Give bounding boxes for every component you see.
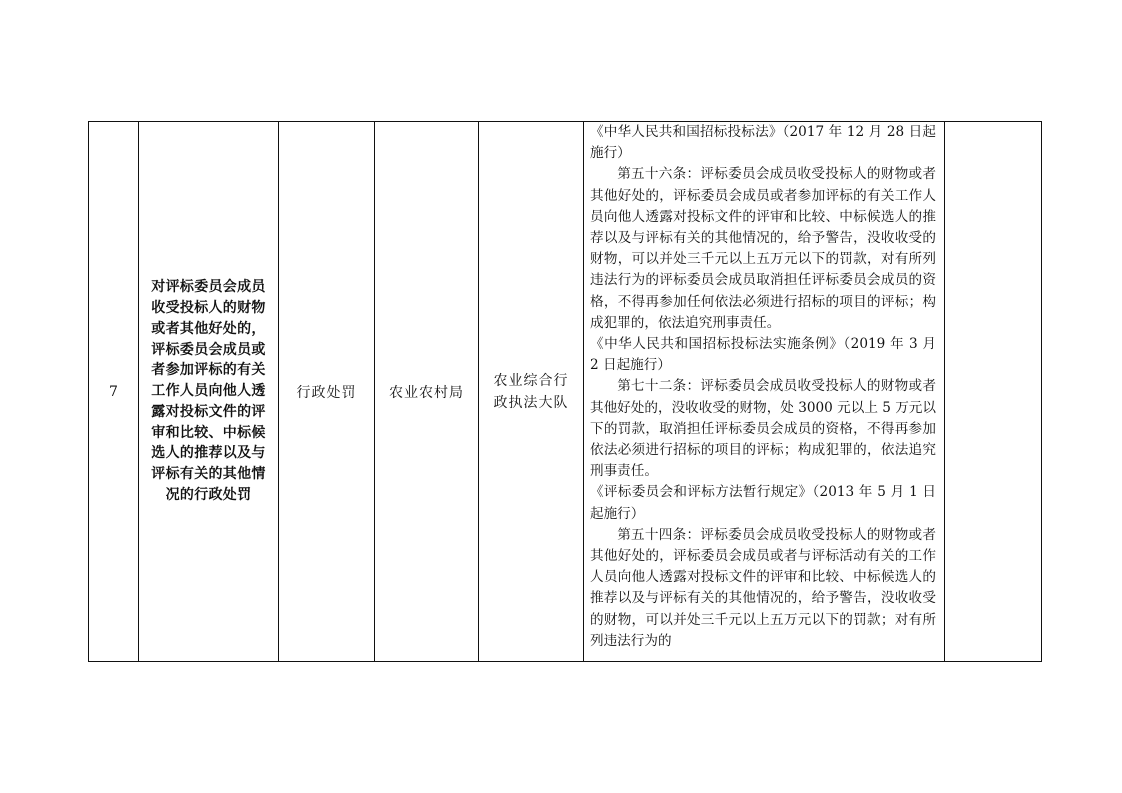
- category: 行政处罚: [279, 122, 375, 662]
- enforcement-unit: 农业综合行政执法大队: [493, 372, 569, 411]
- row-number: 7: [89, 122, 139, 662]
- item-name: 对评标委员会成员收受投标人的财物或者其他好处的，评标委员会成员或者参加评标的有关工作人员向他人透露对投标文件的评审和比较、中标候选人的推荐以及与评标有关的其他情况的行政处罚: [151, 279, 266, 504]
- legal-source: 《中华人民共和国招标投标法》（2017 年 12 月 28 日起施行）: [590, 124, 936, 162]
- legal-basis: [584, 122, 944, 652]
- department: 农业农村局: [375, 122, 479, 662]
- legal-source: 《评标委员会和评标方法暂行规定》（2013 年 5 月 1 日起施行）: [590, 484, 936, 522]
- legal-basis-cell: [584, 122, 945, 662]
- legal-article: 第五十四条：评标委员会成员收受投标人的财物或者其他好处的，评标委员会成员或者与评标活动有关的工作人员向他人透露对投标文件的评审和比较、中标候选人的推荐以及与评标有关的其他情况的，给予警告，没收收受的财物，可以并处三千元以上五万元以下的罚款；对有所列违法行为的: [590, 526, 936, 649]
- remark: [945, 122, 1042, 662]
- penalty-table: [88, 121, 1042, 662]
- table-row: [89, 122, 1042, 662]
- enforcement-unit-cell: [479, 122, 584, 662]
- legal-source: 《中华人民共和国招标投标法实施条例》（2019 年 3 月 2 日起施行）: [590, 336, 936, 374]
- legal-article: 第七十二条：评标委员会成员收受投标人的财物或者其他好处的，没收收受的财物，处 3000 元以上 5 万元以下的罚款，取消担任评标委员会成员的资格，不得再参加依法必须进行招标的项目的评标；构成犯罪的，依法追究刑事责任。: [590, 378, 936, 480]
- legal-article: 第五十六条：评标委员会成员收受投标人的财物或者其他好处的，评标委员会成员或者参加评标的有关工作人员向他人透露对投标文件的评审和比较、中标候选人的推荐以及与评标有关的其他情况的，给予警告，没收收受的财物，可以并处三千元以上五万元以下的罚款，对有所列违法行为的评标委员会成员取消担任评标委员会成员的资格，不得再参加任何依法必须进行招标的项目的评标；构成犯罪的，依法追究刑事责任。: [590, 166, 936, 331]
- item-name-cell: [139, 122, 279, 662]
